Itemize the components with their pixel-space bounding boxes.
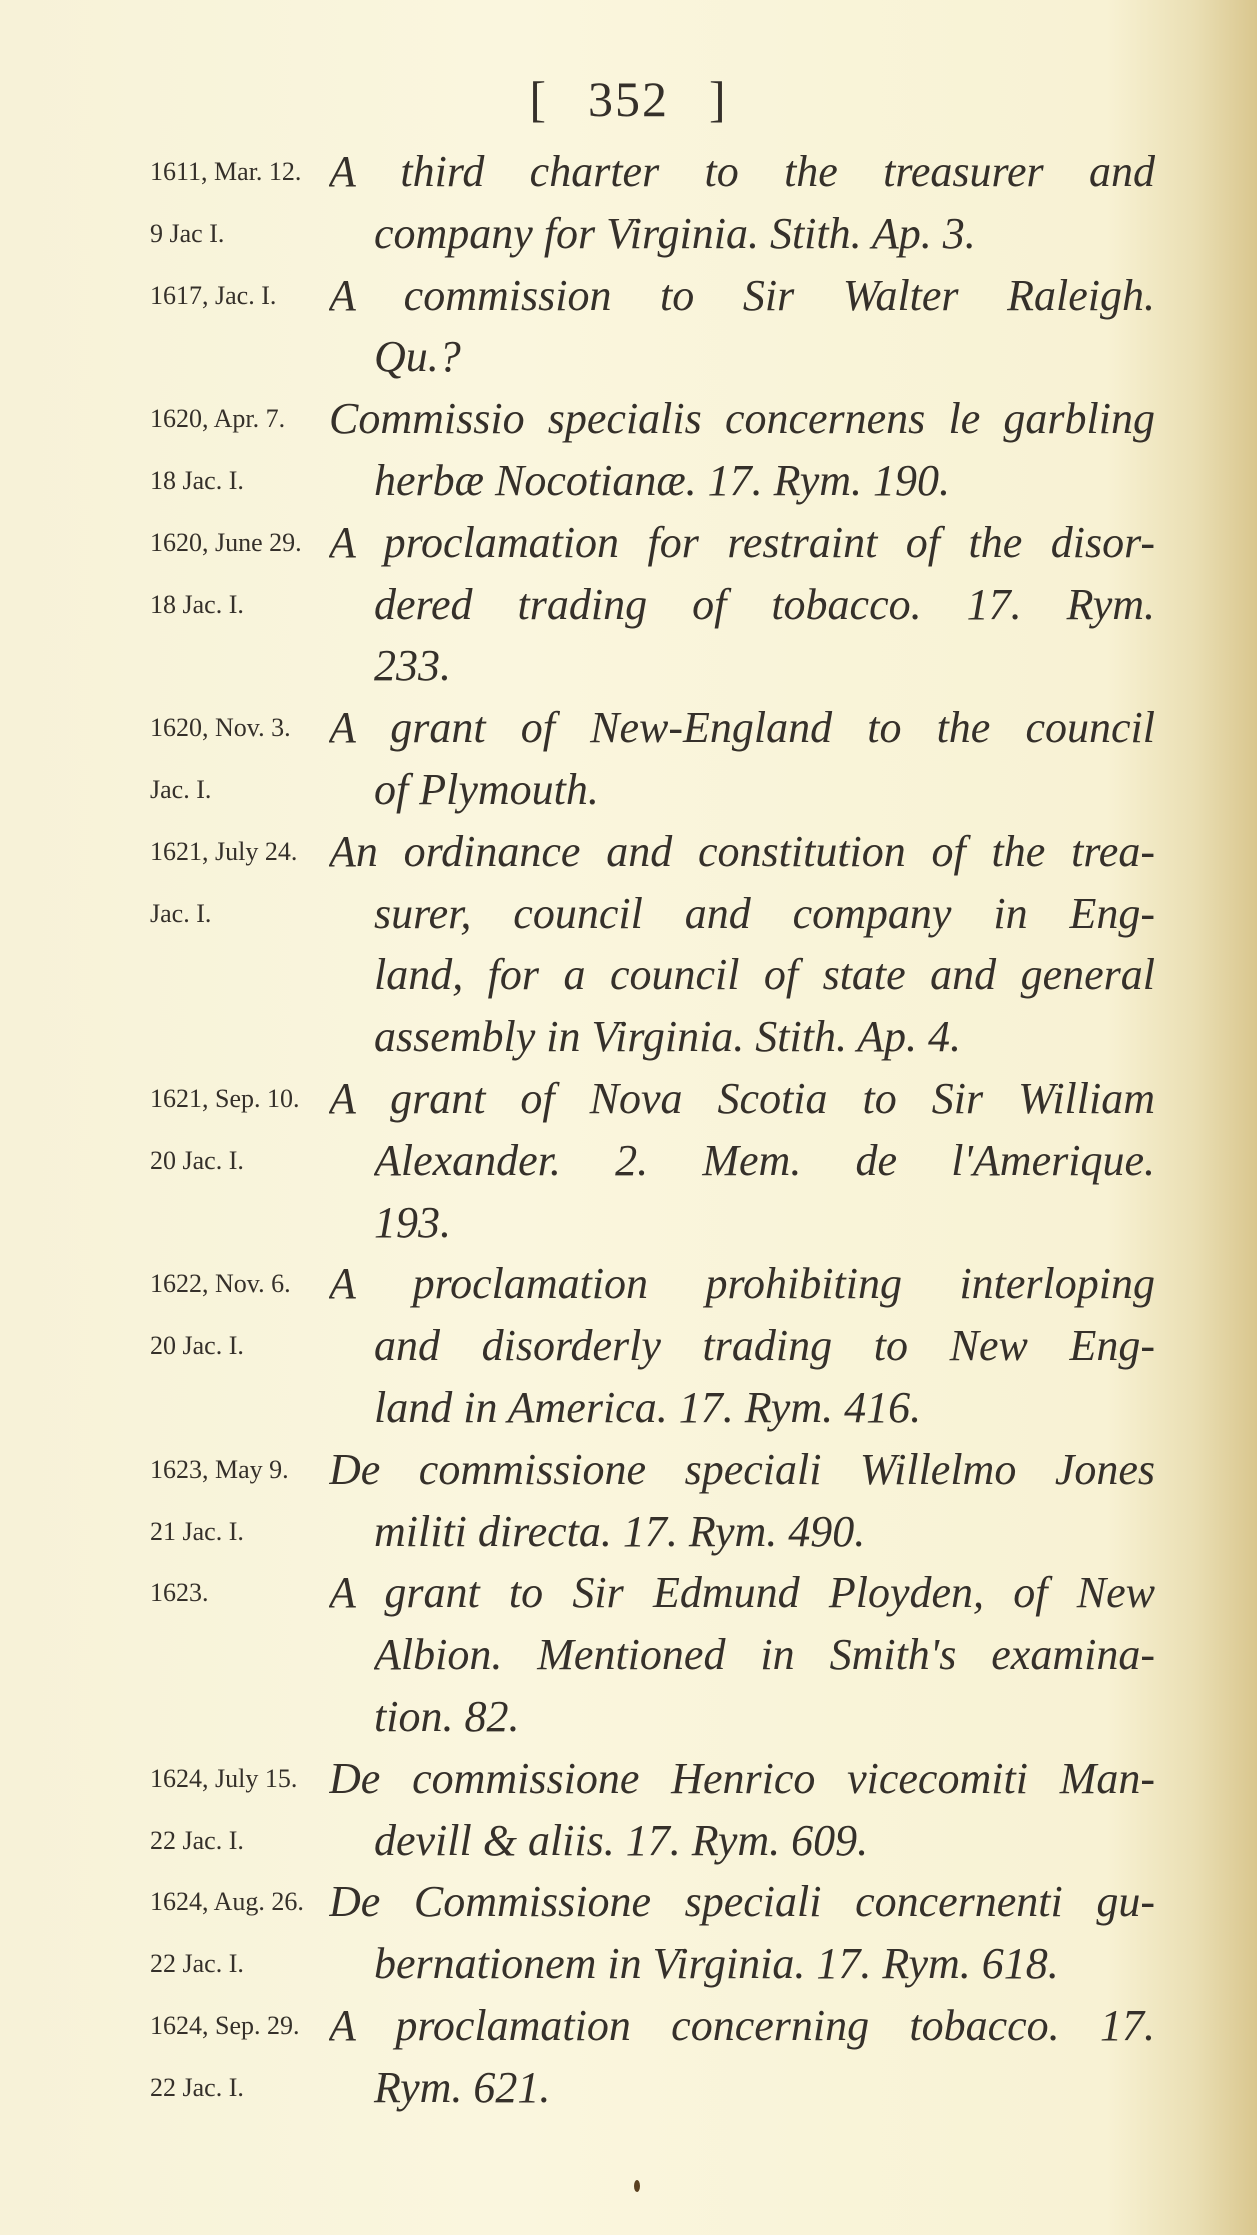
entry bbox=[0, 1439, 1257, 1563]
entry-date bbox=[150, 1748, 330, 1872]
date-line: 18 Jac. I. bbox=[150, 465, 244, 495]
date-line: 1620, June 29. bbox=[150, 527, 302, 557]
text-line: of Plymouth. bbox=[374, 764, 599, 814]
entry-text bbox=[329, 141, 1155, 265]
text-line: surer, council and company in Eng- bbox=[374, 888, 1155, 938]
text-line: assembly in Virginia. Stith. Ap. 4. bbox=[374, 1012, 962, 1062]
text-line: bernationem in Virginia. 17. Rym. 618. bbox=[374, 1939, 1059, 1989]
date-line: 18 Jac. I. bbox=[150, 589, 244, 619]
date-line: 1621, Sep. 10. bbox=[150, 1083, 300, 1113]
entry-text bbox=[329, 388, 1155, 512]
date-line: 1611, Mar. 12. bbox=[150, 157, 302, 186]
text-line: Albion. Mentioned in Smith's examina- bbox=[374, 1630, 1155, 1680]
entry-text bbox=[329, 1748, 1155, 1872]
text-line: A grant of Nova Scotia to Sir William bbox=[329, 1073, 1155, 1123]
entry bbox=[0, 1068, 1257, 1253]
date-line: 1623, May 9. bbox=[150, 1454, 289, 1484]
entry-text bbox=[329, 1439, 1155, 1563]
text-line: Rym. 621. bbox=[374, 2062, 551, 2112]
date-line: 9 Jac I. bbox=[150, 218, 225, 248]
text-line: A proclamation for restraint of the disor- bbox=[329, 517, 1155, 567]
page-header bbox=[0, 70, 1257, 128]
entry bbox=[0, 512, 1257, 697]
text-line: 233. bbox=[374, 641, 451, 691]
text-line: Alexander. 2. Mem. de l'Amerique. bbox=[374, 1135, 1155, 1185]
entry bbox=[0, 1871, 1257, 1995]
text-line: and disorderly trading to New Eng- bbox=[374, 1321, 1155, 1371]
ink-spot bbox=[634, 2180, 640, 2192]
text-line: A third charter to the treasurer and bbox=[329, 147, 1155, 196]
text-line: devill & aliis. 17. Rym. 609. bbox=[374, 1815, 869, 1865]
text-line: company for Virginia. Stith. Ap. 3. bbox=[374, 208, 976, 258]
text-line: herbæ Nocotianæ. 17. Rym. 190. bbox=[374, 455, 951, 505]
entry bbox=[0, 141, 1257, 265]
text-line: land, for a council of state and general bbox=[374, 950, 1155, 1000]
date-line: 1621, July 24. bbox=[150, 836, 298, 866]
entry-date bbox=[150, 1253, 330, 1377]
entry bbox=[0, 697, 1257, 821]
text-line: De commissione Henrico vicecomiti Man- bbox=[329, 1753, 1155, 1803]
text-line: De Commissione speciali concernenti gu- bbox=[329, 1877, 1155, 1927]
entry-date bbox=[150, 1068, 330, 1192]
open-bracket: [ bbox=[529, 71, 548, 127]
text-line: De commissione speciali Willelmo Jones bbox=[329, 1444, 1155, 1494]
entry-date bbox=[150, 265, 330, 327]
entry-date bbox=[150, 512, 330, 636]
chronology-list bbox=[0, 141, 1257, 2119]
date-line: 1624, Sep. 29. bbox=[150, 2010, 300, 2040]
entry-date bbox=[150, 1995, 330, 2119]
date-line: 1624, July 15. bbox=[150, 1763, 298, 1793]
date-line: 21 Jac. I. bbox=[150, 1516, 244, 1546]
date-line: 1617, Jac. I. bbox=[150, 280, 277, 310]
entry-text bbox=[329, 821, 1155, 1068]
entry bbox=[0, 1995, 1257, 2119]
entry bbox=[0, 388, 1257, 512]
date-line: 1620, Apr. 7. bbox=[150, 404, 286, 434]
close-bracket: ] bbox=[709, 71, 728, 127]
entry-date bbox=[150, 697, 330, 821]
date-line: 1624, Aug. 26. bbox=[150, 1887, 304, 1917]
date-line: 1620, Nov. 3. bbox=[150, 713, 291, 743]
entry-text bbox=[329, 697, 1155, 821]
entry-date bbox=[150, 388, 330, 512]
entry-date bbox=[150, 1562, 330, 1624]
date-line: 20 Jac. I. bbox=[150, 1331, 244, 1361]
entry-text bbox=[329, 1995, 1155, 2119]
page-number: 352 bbox=[588, 71, 669, 127]
text-line: 193. bbox=[374, 1197, 451, 1247]
entry bbox=[0, 265, 1257, 389]
text-line: A commission to Sir Walter Raleigh. bbox=[329, 270, 1155, 320]
date-line: 1622, Nov. 6. bbox=[150, 1269, 291, 1299]
text-line: militi directa. 17. Rym. 490. bbox=[374, 1506, 866, 1556]
date-line: 22 Jac. I. bbox=[150, 1825, 244, 1855]
date-line: Jac. I. bbox=[150, 774, 212, 804]
entry-text bbox=[329, 512, 1155, 697]
date-line: 22 Jac. I. bbox=[150, 2072, 244, 2102]
date-line: 22 Jac. I. bbox=[150, 1949, 244, 1979]
entry-text bbox=[329, 1068, 1155, 1253]
entry-text bbox=[329, 265, 1155, 389]
entry-text bbox=[329, 1562, 1155, 1747]
text-line: tion. 82. bbox=[374, 1691, 520, 1741]
text-line: A proclamation concerning tobacco. 17. bbox=[329, 2000, 1155, 2050]
entry bbox=[0, 821, 1257, 1068]
text-line: A proclamation prohibiting interloping bbox=[329, 1259, 1155, 1309]
text-line: A grant of New-England to the council bbox=[329, 703, 1155, 753]
entry-date bbox=[150, 821, 330, 945]
date-line: 1623. bbox=[150, 1578, 209, 1608]
entry-date bbox=[150, 1871, 330, 1995]
text-line: Qu.? bbox=[374, 332, 461, 382]
date-line: Jac. I. bbox=[150, 898, 212, 928]
text-line: dered trading of tobacco. 17. Rym. bbox=[374, 579, 1155, 629]
entry-date bbox=[150, 1439, 330, 1563]
entry-date bbox=[150, 141, 330, 265]
entry-text bbox=[329, 1253, 1155, 1438]
entry bbox=[0, 1748, 1257, 1872]
entry bbox=[0, 1253, 1257, 1438]
entry-text bbox=[329, 1871, 1155, 1995]
text-line: An ordinance and constitution of the trea- bbox=[329, 826, 1155, 876]
entry bbox=[0, 1562, 1257, 1747]
text-line: land in America. 17. Rym. 416. bbox=[374, 1382, 922, 1432]
text-line: Commissio specialis concernens le garbling bbox=[329, 394, 1155, 444]
date-line: 20 Jac. I. bbox=[150, 1145, 244, 1175]
text-line: A grant to Sir Edmund Ployden, of New bbox=[329, 1568, 1155, 1618]
